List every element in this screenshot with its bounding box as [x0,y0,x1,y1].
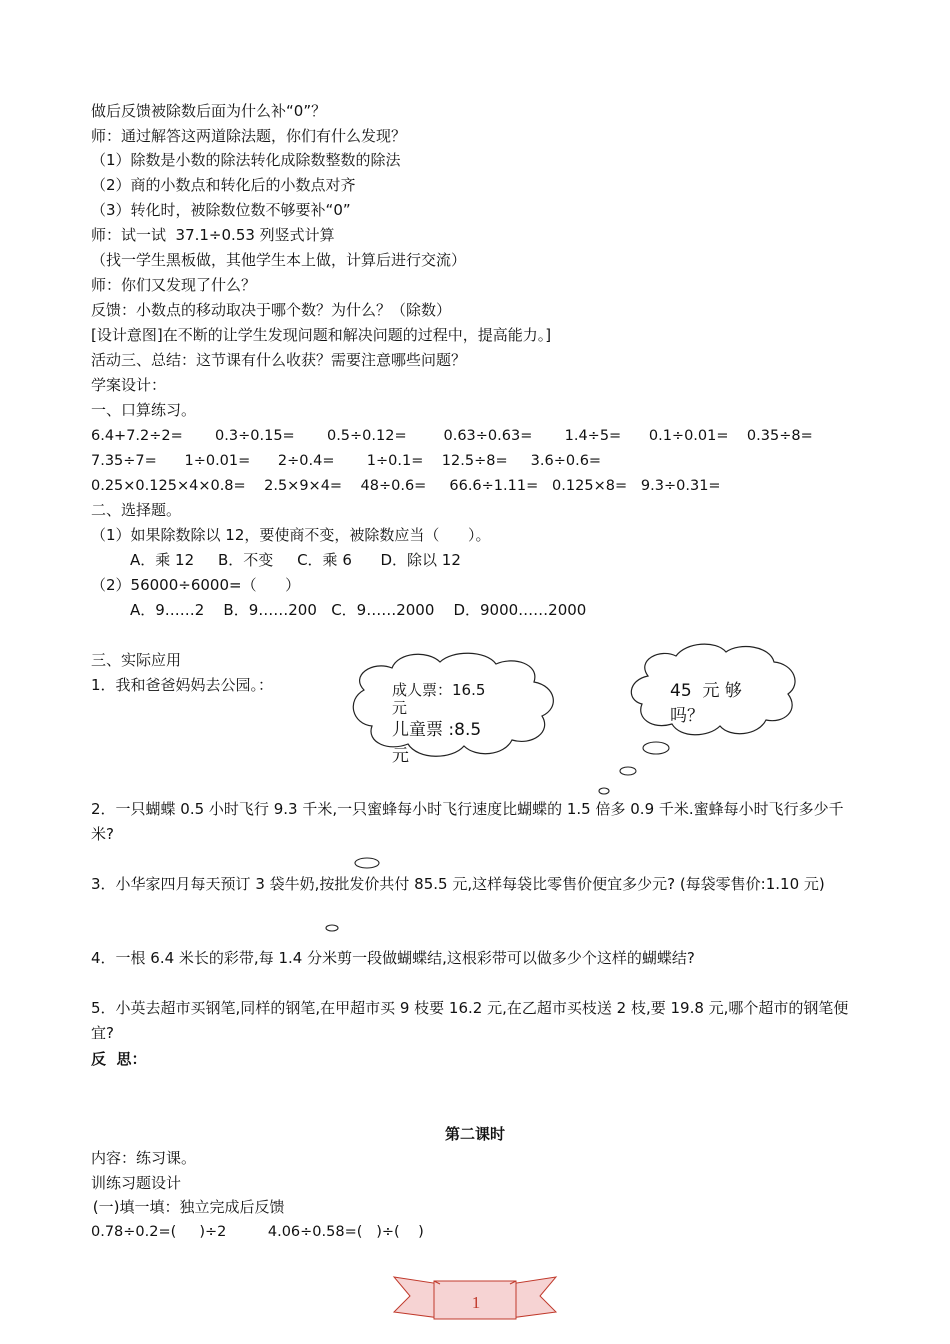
text-line: 内容：练习课。 [91,1149,197,1167]
application-question: 2．一只蝴蝶 0.5 小时飞行 9.3 千米,一只蜜蜂每小时飞行速度比蝴蝶的 1.5 倍多 0.9 千米.蜜蜂每小时飞行多少千米? [91,800,844,843]
text-line: [设计意图]在不断的让学生发现问题和解决问题的过程中，提高能力。] [91,326,552,344]
application-question: 1．我和爸爸妈妈去公园。： [91,676,274,694]
reflection-label: 反 思： [91,1050,147,1068]
oral-row: 6.4+7.2÷2= 0.3÷0.15= 0.5÷0.12= 0.63÷0.63= 1.4÷5= 0.1÷0.01= 0.35÷8= [91,428,813,444]
thought-bubble [326,925,338,931]
section-heading-oral: 一、口算练习。 [91,401,197,419]
thought-bubble [620,767,636,775]
choice-options: A．乘 12 B．不变 C．乘 6 D．除以 12 [130,551,461,569]
section-heading-application: 三、实际应用 [91,651,182,669]
application-question: 4．一根 6.4 米长的彩带,每 1.4 分米剪一段做蝴蝶结,这根彩带可以做多少个这样的蝴蝶结? [91,949,695,967]
application-question: 3．小华家四月每天预订 3 袋牛奶,按批发价共付 85.5 元,这样每袋比零售价便宜多少元? (每袋零售价:1.10 元) [91,875,825,893]
oral-row: 0.25×0.125×4×0.8= 2.5×9×4= 48÷0.6= 66.6÷1.11= 0.125×8= 9.3÷0.31= [91,478,721,494]
text-line: （2）商的小数点和转化后的小数点对齐 [91,176,356,194]
cloud-text: 吗？ [670,706,704,726]
text-line: 反馈：小数点的移动取决于哪个数？为什么？（除数） [91,301,452,319]
page-number: 1 [471,1293,481,1312]
text-line: 师：你们又发现了什么？ [91,276,257,294]
text-line: （找一学生黑板做，其他学生本上做，计算后进行交流） [91,251,467,269]
choice-options: A．9……2 B．9……200 C．9……2000 D．9000……2000 [130,601,587,619]
text-line: 活动三、总结：这节课有什么收获？需要注意哪些问题？ [91,351,467,369]
text-line: 学案设计： [91,376,167,394]
thought-bubble [599,788,609,794]
thought-bubble [355,858,379,868]
lesson-title: 第二课时 [444,1125,505,1143]
section-heading-choice: 二、选择题。 [91,501,182,519]
thought-bubble [643,742,669,754]
cloud-text: 元 [392,699,408,717]
text-line: 做后反馈被除数后面为什么补“0”？ [91,102,327,120]
text-line: （3）转化时，被除数位数不够要补“0” [91,201,351,219]
application-question: 5．小英去超市买钢笔,同样的钢笔,在甲超市买 9 枝要 16.2 元,在乙超市买枝送 2 枝,要 19.8 元,哪个超市的钢笔便宜? [91,999,849,1042]
oral-row: 7.35÷7= 1÷0.01= 2÷0.4= 1÷0.1= 12.5÷8= 3.6÷0.6= [91,453,602,469]
fill-row: 0.78÷0.2=( )÷2 4.06÷0.58=( )÷( ) [91,1224,424,1240]
cloud-text: 元 [392,746,409,766]
text-line: (一)填一填：独立完成后反馈 [88,1198,285,1216]
cloud-text: 儿童票 :8.5 [392,720,482,740]
cloud-text: 45 元 够 [670,681,742,701]
text-line: 师：试一试 37.1÷0.53 列竖式计算 [91,226,335,244]
cloud-text: 成人票：16.5 [392,681,486,699]
text-line: 训练习题设计 [91,1174,182,1192]
text-line: 师：通过解答这两道除法题，你们有什么发现？ [91,127,407,145]
choice-question: （1）如果除数除以 12，要使商不变，被除数应当（ ）。 [91,526,491,544]
text-line: （1）除数是小数的除法转化成除数整数的除法 [91,151,401,169]
choice-question: （2）56000÷6000=（ ） [91,576,301,594]
